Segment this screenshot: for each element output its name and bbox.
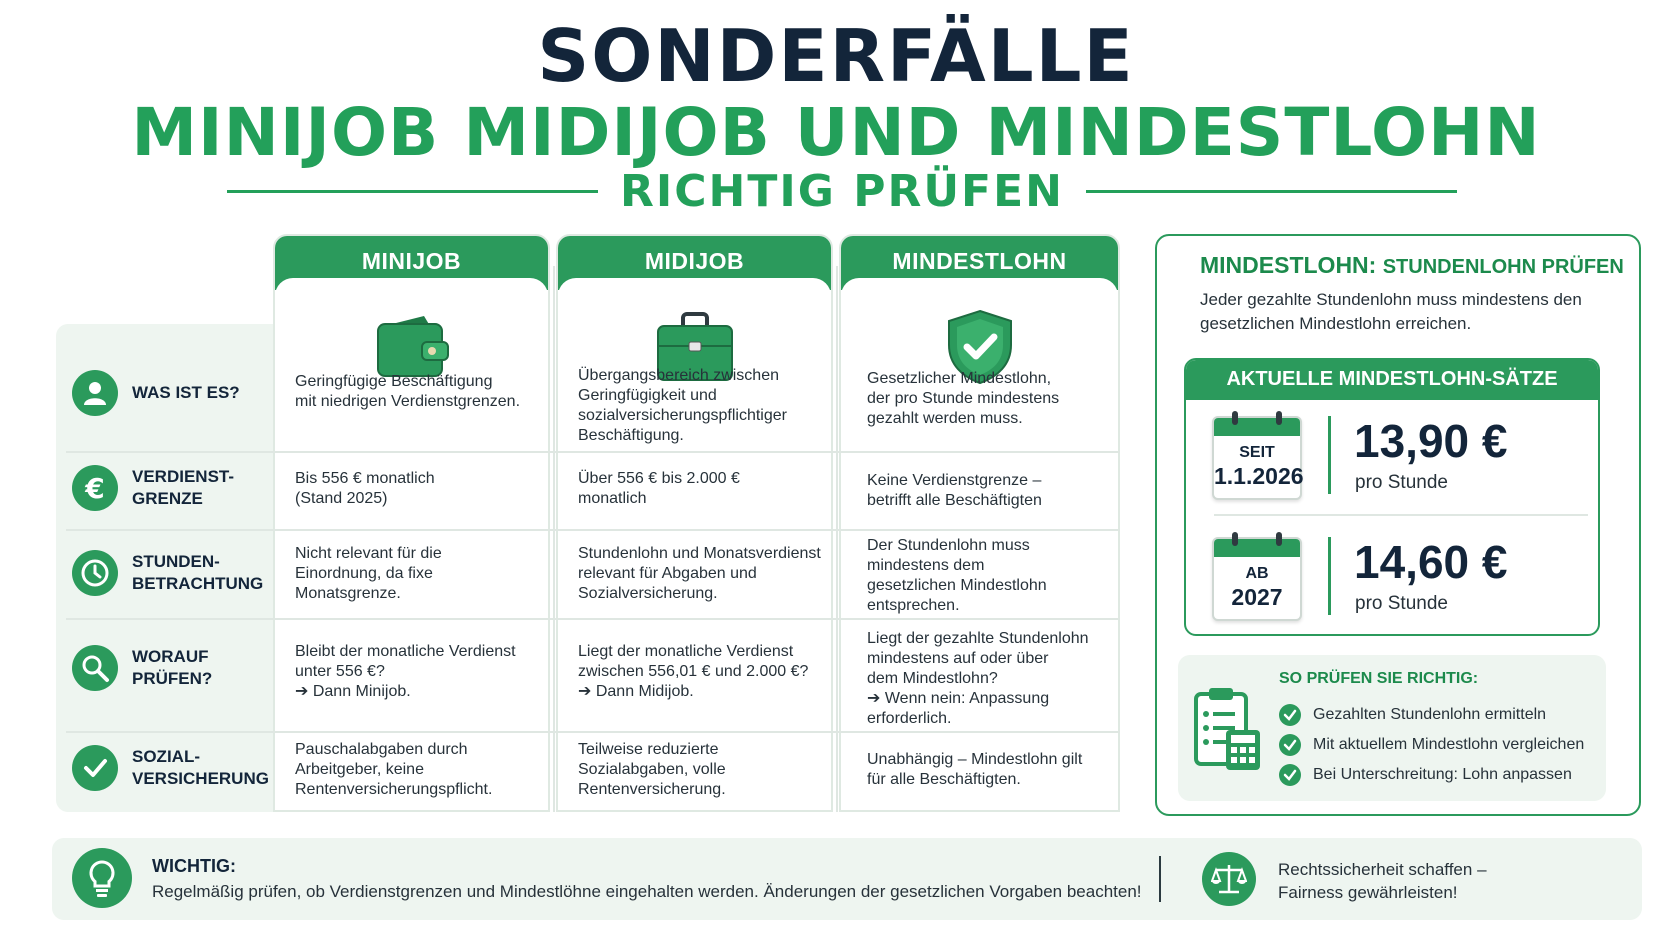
banner-right-text: Rechtssicherheit schaffen – Fairness gewährleisten!	[1278, 860, 1487, 902]
check-item: Bei Unterschreitung: Lohn anpassen	[1279, 764, 1572, 786]
banner-text: Regelmäßig prüfen, ob Verdienstgrenzen und Mindestlöhne eingehalten werden. Änderungen der gesetzlichen Vorgaben beachten!	[152, 882, 1142, 901]
column-header-midijob: MIDIJOB	[558, 236, 831, 290]
check-icon	[1279, 734, 1301, 756]
check-icon	[1279, 704, 1301, 726]
cell-midijob-stunden: Stundenlohn und Monatsverdienst relevant für Abgaben und Sozialversicherung.	[578, 545, 821, 602]
column-header-minijob: MINIJOB	[275, 236, 548, 290]
clipboard-calculator-icon	[1192, 684, 1264, 777]
row-label-sozialversicherung: SOZIAL- VERSICHERUNG	[72, 745, 262, 791]
check-icon	[1279, 764, 1301, 786]
cell-minijob-stunden: Nicht relevant für die Einordnung, da fixe Monatsgrenze.	[295, 545, 442, 602]
calendar-icon: AB 2027	[1212, 537, 1302, 621]
cell-mindestlohn-pruefen: Liegt der gezahlte Stundenlohn mindestens auf oder über dem Mindestlohn? ➔ Wenn nein: Anpassung erforderlich.	[867, 630, 1089, 727]
cell-mindestlohn-stunden: Der Stundenlohn muss mindestens dem gesetzlichen Mindestlohn entsprechen.	[867, 537, 1047, 614]
page-subtitle: MINIJOB MIDIJOB UND MINDESTLOHN	[131, 94, 1541, 171]
cell-midijob-grenze: Über 556 € bis 2.000 € monatlich	[578, 470, 740, 507]
panel-title: MINDESTLOHN: STUNDENLOHN PRÜFEN	[1200, 252, 1624, 278]
row-label-worauf-pruefen: WORAUF PRÜFEN?	[72, 645, 262, 691]
calendar-icon: SEIT 1.1.2026	[1212, 416, 1302, 500]
cell-mindestlohn-grenze: Keine Verdienstgrenze – betrifft alle Beschäftigten	[867, 472, 1042, 509]
clock-icon	[72, 550, 118, 596]
magnifier-icon	[72, 645, 118, 691]
row-label-was-ist-es: WAS IST ES?	[72, 370, 262, 416]
panel-text: Jeder gezahlte Stundenlohn muss mindestens den gesetzlichen Mindestlohn erreichen.	[1200, 290, 1582, 333]
cell-midijob-sozial: Teilweise reduzierte Sozialabgaben, volle Rentenversicherung.	[578, 741, 726, 798]
rate-unit: pro Stunde	[1355, 593, 1448, 614]
row-label-verdienstgrenze: € VERDIENST- GRENZE	[72, 465, 262, 511]
cell-minijob-sozial: Pauschalabgaben durch Arbeitgeber, keine Rentenversicherungspflicht.	[295, 741, 493, 798]
check-item: Mit aktuellem Mindestlohn vergleichen	[1279, 734, 1584, 756]
cell-midijob-was: Übergangsbereich zwischen Geringfügigkeit und sozialversicherungspflichtiger Beschäftigung.	[578, 367, 787, 444]
row-label-stundenbetrachtung: STUNDEN- BETRACHTUNG	[72, 550, 262, 596]
cell-midijob-pruefen: Liegt der monatliche Verdienst zwischen 556,01 € und 2.000 €? ➔ Dann Midijob.	[578, 643, 809, 700]
row-divider	[66, 451, 1120, 453]
check-title: SO PRÜFEN SIE RICHTIG:	[1279, 670, 1479, 687]
rate-value: 13,90 €	[1354, 415, 1508, 467]
person-icon	[72, 370, 118, 416]
divider-line	[227, 190, 598, 193]
check-item: Gezahlten Stundenlohn ermitteln	[1279, 704, 1546, 726]
rate-value: 14,60 €	[1354, 536, 1508, 588]
cell-minijob-pruefen: Bleibt der monatliche Verdienst unter 556 €? ➔ Dann Minijob.	[295, 643, 516, 700]
cell-mindestlohn-was: Gesetzlicher Mindestlohn, der pro Stunde mindestens gezahlt werden muss.	[867, 370, 1060, 427]
row-divider	[66, 731, 1120, 733]
column-header-mindestlohn: MINDESTLOHN	[841, 236, 1118, 290]
cell-minijob-was: Geringfügige Beschäftigung mit niedrigen Verdienstgrenzen.	[295, 373, 521, 410]
cell-minijob-grenze: Bis 556 € monatlich (Stand 2025)	[295, 470, 435, 507]
column-midijob	[556, 234, 833, 812]
banner-divider	[1159, 856, 1161, 902]
column-minijob	[273, 234, 550, 812]
banner-title: WICHTIG:	[152, 856, 236, 876]
lightbulb-icon	[72, 848, 132, 908]
rates-title: AKTUELLE MINDESTLOHN-SÄTZE	[1186, 360, 1598, 400]
euro-icon: €	[72, 465, 118, 511]
rate-unit: pro Stunde	[1355, 472, 1448, 493]
page-title: SONDERFÄLLE	[537, 14, 1135, 98]
scales-icon	[1202, 852, 1256, 906]
tagline-row	[227, 165, 1457, 217]
cell-mindestlohn-sozial: Unabhängig – Mindestlohn gilt für alle Beschäftigten.	[867, 751, 1083, 788]
divider-line	[1086, 190, 1457, 193]
checkmark-icon	[72, 745, 118, 791]
row-divider	[66, 618, 1120, 620]
row-divider	[66, 529, 1120, 531]
tagline: RICHTIG PRÜFEN	[620, 165, 1064, 217]
